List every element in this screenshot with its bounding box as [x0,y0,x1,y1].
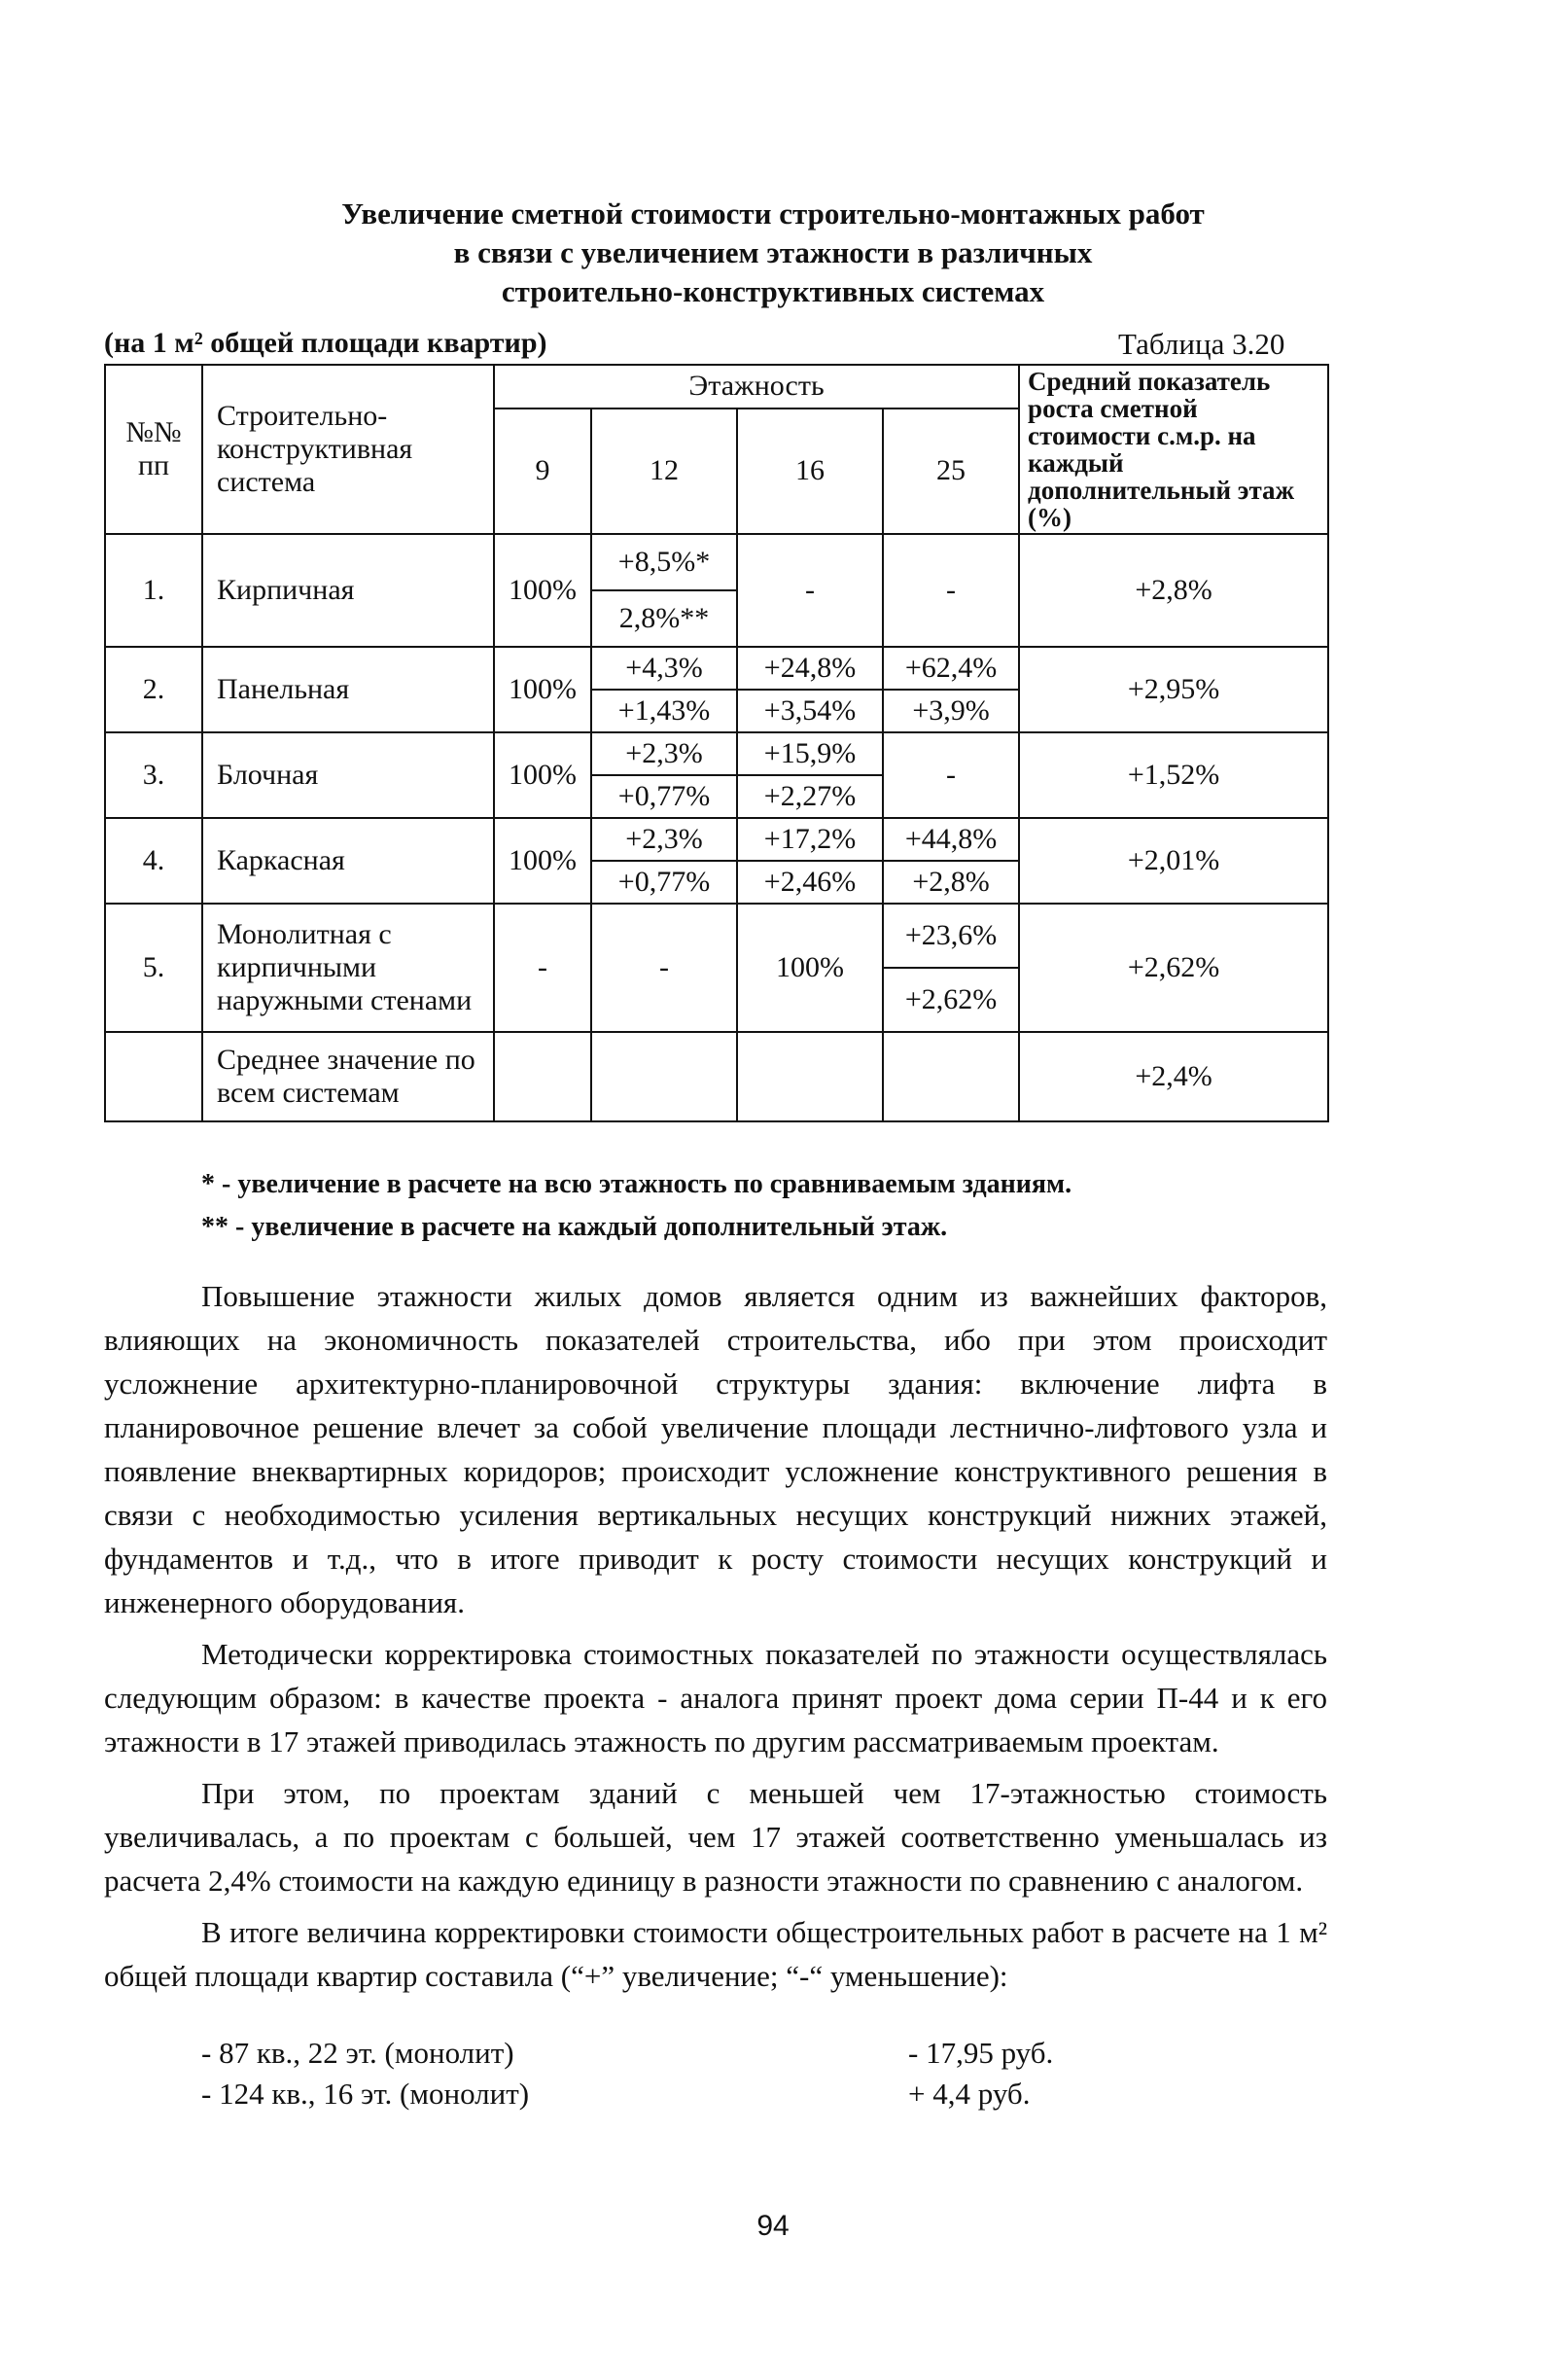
row-floor-25-bottom: +2,8% [883,861,1019,904]
row-floor-16-top: +15,9% [737,732,883,775]
header-floor-9: 9 [494,409,591,534]
row-num: 5. [105,904,202,1032]
avg-row-floor-16 [737,1032,883,1121]
row-floor-12-bottom: 2,8%** [591,590,737,647]
avg-row-floor-9 [494,1032,591,1121]
list-item-value: - 17,95 руб. [908,2036,1054,2070]
row-floor-16: - [737,534,883,647]
list-item [201,2074,1174,2114]
row-floor-9: 100% [494,818,591,904]
row-system: Панельная [202,647,494,732]
row-floor-25-top: +44,8% [883,818,1019,861]
row-floor-12-top: +2,3% [591,818,737,861]
table-number: Таблица 3.20 [1118,327,1285,361]
title-line-2: в связи с увеличением этажности в различных [453,235,1093,269]
note-2: ** - увеличение в расчете на каждый дополнительный этаж. [201,1212,948,1242]
row-floor-12: - [591,904,737,1032]
row-floor-16: 100% [737,904,883,1032]
title-line-1: Увеличение сметной стоимости строительно-монтажных работ [341,196,1205,231]
header-floors-group: Этажность [494,365,1019,409]
header-system: Строительно-конструктивная система [202,365,494,534]
row-avg: +2,01% [1019,818,1328,904]
table-header-row-1 [105,365,1328,409]
title-line-3: строительно-конструктивных системах [501,274,1045,308]
row-avg: +1,52% [1019,732,1328,818]
row-num: 1. [105,534,202,647]
row-avg: +2,95% [1019,647,1328,732]
paragraph-1: Повышение этажности жилых домов является одним из важнейших факторов, влияющих на экономичность показателей строительства, ибо при этом происходит усложнение архитектурно-планировочной структуры здания: включение лифта в планировочное решение влечет за собой увеличение площади лестнично-лифтового узла и появление внеквартирных коридоров; происходит усложнение конструктивного решения в связи с необходимостью усиления вертикальных несущих конструкций нижних этажей, фундаментов и т.д., что в итоге приводит к росту стоимости несущих конструкций и инженерного оборудования. [104,1279,1327,1619]
paragraph-2: Методически корректировка стоимостных показателей по этажности осуществлялась следующим образом: в качестве проекта - аналога принят проект дома серии П-44 и к его этажности в 17 этажей приводилась этажность по другим рассматриваемым проектам. [104,1637,1327,1758]
avg-row-floor-12 [591,1032,737,1121]
table-notes [201,1163,1072,1249]
body-text [104,1274,1327,2006]
row-floor-25-bottom: +2,62% [883,968,1019,1032]
row-floor-25-bottom: +3,9% [883,690,1019,732]
row-floor-9: - [494,904,591,1032]
list-item-label: - 124 кв., 16 эт. (монолит) [201,2077,530,2111]
paragraph-3: При этом, по проектам зданий с меньшей чем 17-этажностью стоимость увеличивалась, а по проектам с большей, чем 17 этажей соответственно уменьшалась из расчета 2,4% стоимости на каждую единицу в разности этажности по сравнению с аналогом. [104,1776,1327,1898]
table-row [105,647,1328,690]
row-floor-16-top: +17,2% [737,818,883,861]
row-floor-9: 100% [494,732,591,818]
table-row [105,732,1328,775]
row-floor-16-top: +24,8% [737,647,883,690]
table-row [105,534,1328,590]
unit-note: (на 1 м² общей площади квартир) [104,327,547,359]
list-item-label: - 87 кв., 22 эт. (монолит) [201,2036,514,2070]
avg-row-system: Среднее значение по всем системам [202,1032,494,1121]
row-floor-9: 100% [494,534,591,647]
table-average-row [105,1032,1328,1121]
row-avg: +2,62% [1019,904,1328,1032]
row-floor-25-top: +62,4% [883,647,1019,690]
header-floor-25: 25 [883,409,1019,534]
row-floor-12-top: +2,3% [591,732,737,775]
avg-row-floor-25 [883,1032,1019,1121]
row-floor-12-top: +8,5%* [591,534,737,590]
row-system: Кирпичная [202,534,494,647]
row-system: Блочная [202,732,494,818]
row-floor-12-top: +4,3% [591,647,737,690]
cost-table [104,364,1329,1122]
row-floor-16-bottom: +2,27% [737,775,883,818]
row-floor-25: - [883,534,1019,647]
note-1: * - увеличение в расчете на всю этажность по сравниваемым зданиям. [201,1169,1072,1199]
header-floor-16: 16 [737,409,883,534]
avg-row-num [105,1032,202,1121]
row-num: 4. [105,818,202,904]
paragraph-4: В итоге величина корректировки стоимости общестроительных работ в расчете на 1 м² общей площади квартир составила (“+” увеличение; “-“ уменьшение): [104,1915,1327,1993]
list-item-value: + 4,4 руб. [908,2077,1031,2111]
row-floor-12-bottom: +0,77% [591,775,737,818]
row-floor-12-bottom: +0,77% [591,861,737,904]
row-floor-9: 100% [494,647,591,732]
header-num: №№ пп [105,365,202,534]
header-avg: Средний показатель роста сметной стоимости с.м.р. на каждый дополнительный этаж (%) [1019,365,1328,534]
row-floor-16-bottom: +2,46% [737,861,883,904]
row-system: Каркасная [202,818,494,904]
avg-row-value: +2,4% [1019,1032,1328,1121]
row-floor-12-bottom: +1,43% [591,690,737,732]
row-num: 2. [105,647,202,732]
row-floor-16-bottom: +3,54% [737,690,883,732]
list-item [201,2033,1174,2074]
row-num: 3. [105,732,202,818]
table-row [105,818,1328,861]
row-avg: +2,8% [1019,534,1328,647]
page-number: 94 [756,2210,790,2242]
table-row [105,904,1328,968]
header-floor-12: 12 [591,409,737,534]
row-system: Монолитная с кирпичными наружными стенами [202,904,494,1032]
row-floor-25: - [883,732,1019,818]
row-floor-25-top: +23,6% [883,904,1019,968]
table-title [0,195,1546,311]
correction-list [201,2033,1174,2114]
